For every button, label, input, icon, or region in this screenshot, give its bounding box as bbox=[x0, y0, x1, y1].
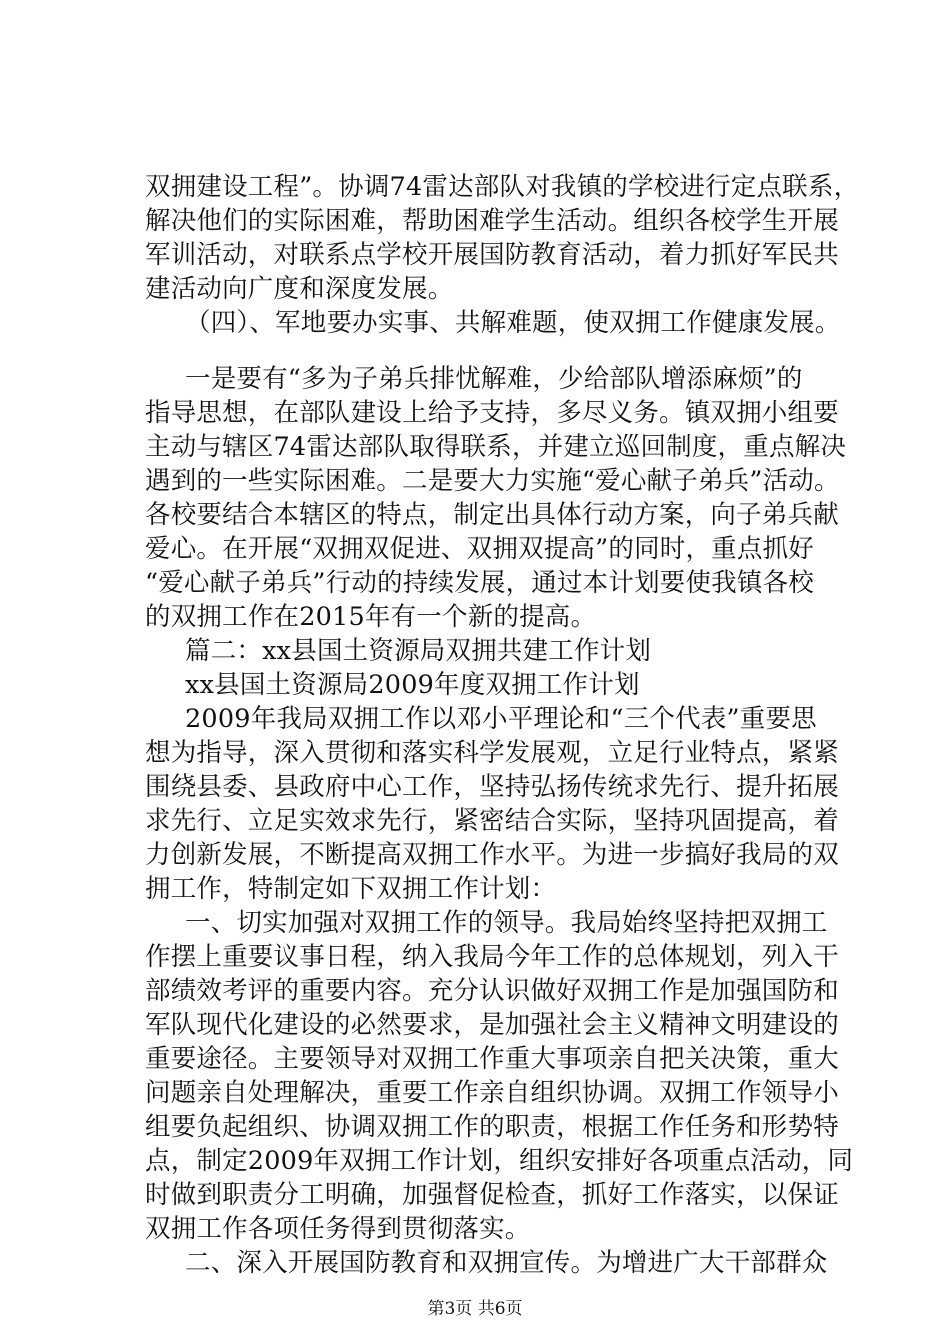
body-text-line: 围绕县委、县政府中心工作，坚持弘扬传统求先行、提升拓展 bbox=[145, 772, 839, 802]
plan-title: xx县国土资源局2009年度双拥工作计划 bbox=[185, 670, 640, 700]
body-text-line: 各校要结合本辖区的特点，制定出具体行动方案，向子弟兵献 bbox=[145, 500, 839, 530]
body-text-line: 部绩效考评的重要内容。充分认识做好双拥工作是加强国防和 bbox=[145, 976, 839, 1006]
body-text-line: 组要负起组织、协调双拥工作的职责，根据工作任务和形势特 bbox=[145, 1112, 839, 1142]
body-text-line: 重要途径。主要领导对双拥工作重大事项亲自把关决策，重大 bbox=[145, 1044, 839, 1074]
body-text-line: 一、切实加强对双拥工作的领导。我局始终坚持把双拥工 bbox=[185, 908, 828, 938]
body-text-line: 双拥工作各项任务得到贯彻落实。 bbox=[145, 1214, 531, 1244]
body-text-line: 一是要有“多为子弟兵排忧解难，少给部队增添麻烦”的 bbox=[185, 364, 803, 394]
body-text-line: 力创新发展，不断提高双拥工作水平。为进一步搞好我局的双 bbox=[145, 840, 839, 870]
body-text-line: 点，制定2009年双拥工作计划，组织安排好各项重点活动，同 bbox=[145, 1146, 854, 1176]
body-text-line: 问题亲自处理解决，重要工作亲自组织协调。双拥工作领导小 bbox=[145, 1078, 839, 1108]
body-text-line: 2009年我局双拥工作以邓小平理论和“三个代表”重要思 bbox=[185, 704, 817, 734]
body-text-line: 指导思想，在部队建设上给予支持，多尽义务。镇双拥小组要 bbox=[145, 398, 839, 428]
body-text-line: 建活动向广度和深度发展。 bbox=[145, 274, 454, 304]
article-title: 篇二：xx县国土资源局双拥共建工作计划 bbox=[185, 636, 652, 666]
body-text-line: 解决他们的实际困难，帮助困难学生活动。组织各校学生开展 bbox=[145, 206, 839, 236]
body-text-line: 的双拥工作在2015年有一个新的提高。 bbox=[145, 602, 597, 632]
body-text-line: 想为指导，深入贯彻和落实科学发展观，立足行业特点，紧紧 bbox=[145, 738, 839, 768]
body-text-line: “爱心献子弟兵”行动的持续发展，通过本计划要使我镇各校 bbox=[145, 568, 814, 598]
page-footer: 第3页 共6页 bbox=[427, 1299, 523, 1319]
body-text-line: 作摆上重要议事日程，纳入我局今年工作的总体规划，列入干 bbox=[145, 942, 839, 972]
body-text-line: 时做到职责分工明确，加强督促检查，抓好工作落实，以保证 bbox=[145, 1180, 839, 1210]
body-text-line: 二、深入开展国防教育和双拥宣传。为增进广大干部群众 bbox=[185, 1248, 828, 1278]
section-heading: （四）、军地要办实事、共解难题，使双拥工作健康发展。 bbox=[185, 308, 841, 338]
body-text-line: 军训活动，对联系点学校开展国防教育活动，着力抓好军民共 bbox=[145, 240, 839, 270]
body-text-line: 拥工作，特制定如下双拥工作计划： bbox=[145, 874, 557, 904]
body-text-line: 军队现代化建设的必然要求，是加强社会主义精神文明建设的 bbox=[145, 1010, 839, 1040]
body-text-line: 遇到的一些实际困难。二是要大力实施“爱心献子弟兵”活动。 bbox=[145, 466, 840, 496]
body-text-line: 爱心。在开展“双拥双促进、双拥双提高”的同时，重点抓好 bbox=[145, 534, 814, 564]
body-text-line: 求先行、立足实效求先行，紧密结合实际，坚持巩固提高，着 bbox=[145, 806, 839, 836]
body-text-line: 主动与辖区74雷达部队取得联系，并建立巡回制度，重点解决 bbox=[145, 432, 847, 462]
body-text-line: 双拥建设工程”。协调74雷达部队对我镇的学校进行定点联系， bbox=[145, 172, 860, 202]
